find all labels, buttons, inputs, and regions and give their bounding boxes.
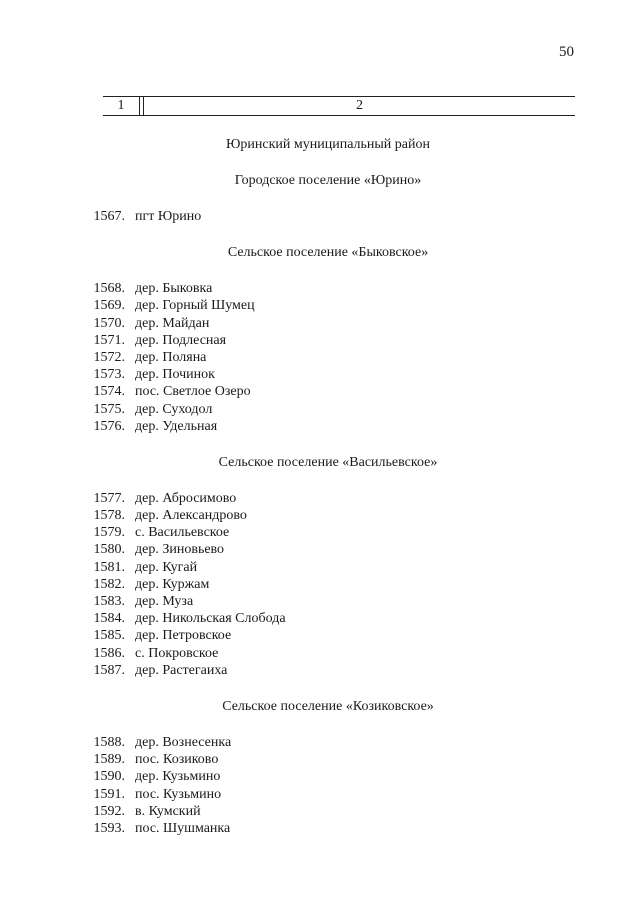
- list-item: [0, 627, 640, 644]
- locality-name: дер. Подлесная: [135, 332, 227, 348]
- list-item: [0, 332, 640, 349]
- list-item: [0, 751, 640, 768]
- entry-number: 1588.: [93, 734, 125, 750]
- entry-number: 1577.: [93, 490, 125, 506]
- entry-number: 1584.: [93, 611, 125, 627]
- settlement-section: [0, 697, 640, 837]
- locality-name: пгт Юрино: [135, 209, 202, 224]
- list-item: [0, 418, 640, 435]
- list-item: [0, 820, 640, 837]
- entry-number: 1569.: [93, 298, 125, 314]
- entry-number: 1571.: [93, 332, 125, 348]
- column-header-2: 2: [356, 98, 363, 113]
- settlement-section: [0, 453, 640, 679]
- entry-number: 1567.: [93, 209, 125, 224]
- locality-name: с. Васильевское: [135, 525, 230, 541]
- locality-name: дер. Починок: [135, 367, 215, 383]
- locality-name: дер. Поляна: [135, 349, 207, 365]
- entry-number: 1579.: [93, 525, 125, 541]
- list-item: [0, 208, 640, 225]
- locality-name: дер. Никольская Слобода: [135, 611, 286, 627]
- entry-number: 1570.: [93, 315, 125, 331]
- region-title: Юринский муниципальный район: [226, 137, 430, 152]
- list-item: [0, 524, 640, 541]
- entry-number: 1592.: [93, 803, 125, 819]
- locality-list: [0, 490, 640, 679]
- list-item: [0, 507, 640, 524]
- settlement-title: Сельское поселение «Васильевское»: [218, 454, 438, 470]
- locality-list: [0, 734, 640, 837]
- locality-name: в. Кумский: [135, 803, 201, 819]
- settlement-section: [0, 171, 640, 225]
- locality-name: дер. Александрово: [135, 508, 247, 524]
- locality-list: [0, 280, 640, 435]
- locality-name: с. Покровское: [135, 645, 219, 661]
- entry-number: 1581.: [93, 559, 125, 575]
- locality-name: дер. Куржам: [135, 576, 210, 592]
- settlement-title: Городское поселение «Юрино»: [234, 173, 422, 188]
- entry-number: 1586.: [93, 645, 125, 661]
- locality-name: пос. Светлое Озеро: [135, 384, 251, 400]
- locality-name: пос. Козиково: [135, 752, 219, 768]
- page-number: 50: [559, 44, 574, 60]
- locality-name: дер. Кузьмино: [135, 769, 221, 785]
- entry-number: 1590.: [93, 769, 125, 785]
- locality-name: дер. Удельная: [135, 418, 218, 434]
- entry-number: 1578.: [93, 508, 125, 524]
- entry-number: 1583.: [93, 594, 125, 609]
- entry-number: 1589.: [93, 752, 125, 768]
- locality-name: дер. Растегаиха: [135, 662, 228, 678]
- locality-name: дер. Зиновьево: [135, 542, 225, 558]
- settlement-sections: [0, 171, 640, 837]
- list-item: [0, 315, 640, 332]
- list-item: [0, 366, 640, 383]
- locality-list: [0, 208, 640, 225]
- list-item: [0, 734, 640, 751]
- list-item: [0, 803, 640, 820]
- locality-name: дер. Кугай: [135, 559, 198, 575]
- list-item: [0, 593, 640, 610]
- entry-number: 1580.: [93, 542, 125, 558]
- locality-name: дер. Вознесенка: [135, 734, 232, 750]
- list-item: [0, 541, 640, 558]
- entry-number: 1576.: [93, 418, 125, 434]
- entry-number: 1575.: [93, 401, 125, 417]
- locality-name: дер. Петровское: [135, 628, 232, 644]
- entry-number: 1582.: [93, 576, 125, 592]
- locality-name: дер. Абросимово: [135, 490, 237, 506]
- entry-number: 1568.: [93, 281, 125, 297]
- settlement-section: [0, 243, 640, 435]
- column-header-1: 1: [103, 97, 140, 115]
- list-item: [0, 280, 640, 297]
- locality-name: дер. Муза: [135, 594, 194, 609]
- locality-name: дер. Быковка: [135, 281, 213, 297]
- list-item: [0, 559, 640, 576]
- locality-name: дер. Майдан: [135, 315, 210, 331]
- list-item: [0, 610, 640, 627]
- table-column-header: [103, 96, 575, 116]
- locality-name: пос. Шушманка: [135, 820, 231, 836]
- list-item: [0, 383, 640, 400]
- list-item: [0, 401, 640, 418]
- list-item: [0, 349, 640, 366]
- entry-number: 1587.: [93, 662, 125, 678]
- entry-number: 1573.: [93, 367, 125, 383]
- list-item: [0, 786, 640, 803]
- list-item: [0, 662, 640, 679]
- list-item: [0, 768, 640, 785]
- locality-name: дер. Горный Шумец: [135, 298, 255, 314]
- entry-number: 1572.: [93, 349, 125, 365]
- list-item: [0, 490, 640, 507]
- list-item: [0, 297, 640, 314]
- settlement-title: Сельское поселение «Быковское»: [227, 245, 429, 261]
- entry-number: 1574.: [93, 384, 125, 400]
- entry-number: 1593.: [93, 820, 125, 836]
- locality-name: дер. Суходол: [135, 401, 213, 417]
- document-body: [0, 130, 640, 855]
- settlement-title: Сельское поселение «Козиковское»: [222, 698, 434, 714]
- entry-number: 1591.: [93, 786, 125, 802]
- locality-name: пос. Кузьмино: [135, 786, 222, 802]
- entry-number: 1585.: [93, 628, 125, 644]
- list-item: [0, 645, 640, 662]
- list-item: [0, 576, 640, 593]
